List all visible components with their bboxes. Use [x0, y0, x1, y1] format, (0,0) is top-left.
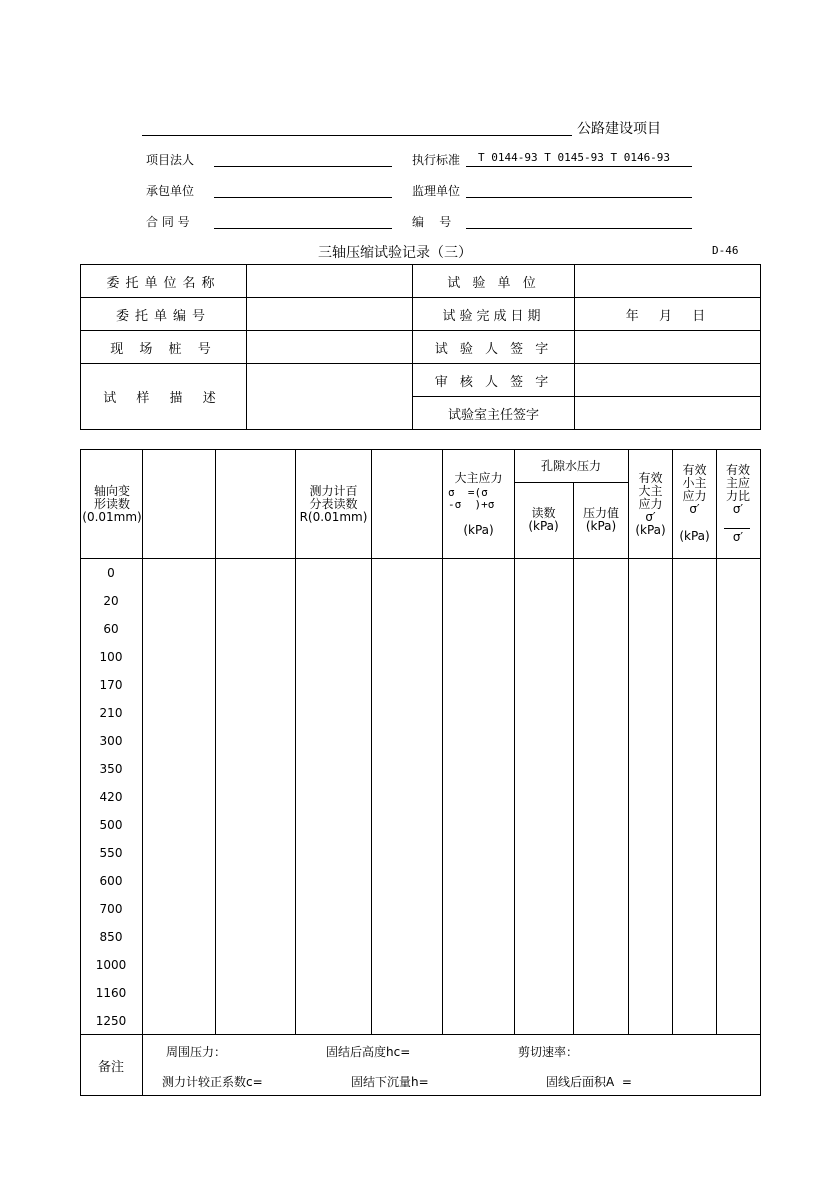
- label-standard: 执行标准: [412, 153, 461, 167]
- axial-value: 20: [103, 594, 119, 608]
- ratio-fraction-bar: [724, 528, 750, 529]
- value-director-sign[interactable]: [575, 397, 761, 430]
- header-eff-minor: 有效 小主 应力 σ′: [682, 463, 707, 516]
- header-pore-val-unit: (kPa): [585, 519, 617, 533]
- axial-value: 60: [103, 622, 119, 636]
- header-major: 大主应力: [454, 471, 503, 485]
- remarks-label: 备注: [97, 1060, 124, 1075]
- header-pore: 孔隙水压力: [540, 459, 601, 473]
- col-line: [215, 449, 216, 1035]
- remark-consolidated-height: 固结后高度hc=: [326, 1045, 411, 1059]
- label-test-unit: 试 验 单 位: [413, 265, 575, 298]
- label-sample-desc: 试 样 描 述: [81, 364, 247, 430]
- page-title: 三轴压缩试验记录（三）: [318, 245, 472, 261]
- axial-value: 1000: [95, 958, 127, 972]
- header-major-unit: (kPa): [463, 523, 494, 537]
- field-project-owner[interactable]: [214, 166, 392, 167]
- project-suffix: 公路建设项目: [577, 121, 661, 137]
- header-dial: 测力计百 分表读数 R(0.01mm): [299, 484, 368, 524]
- value-tester-sign[interactable]: [575, 331, 761, 364]
- label-tester-sign: 试 验 人 签 字: [413, 331, 575, 364]
- axial-value: 1250: [95, 1014, 127, 1028]
- label-station: 现 场 桩 号: [81, 331, 247, 364]
- remarks-divider: [80, 1034, 760, 1035]
- col-line: [295, 449, 296, 1035]
- pore-subheader-line: [514, 482, 628, 483]
- label-serial: 编 号: [412, 215, 452, 229]
- label-director-sign: 试验室主任签字: [413, 397, 575, 430]
- header-pore-read: 读数: [531, 506, 556, 520]
- axial-value: 210: [99, 706, 123, 720]
- header-major-formula2: -σ )+σ: [448, 498, 495, 511]
- header-ratio-den: σ′: [732, 530, 744, 544]
- label-supervisor: 监理单位: [412, 184, 461, 198]
- value-standard: T 0144-93 T 0145-93 T 0146-93: [478, 151, 671, 164]
- info-table: [80, 264, 761, 430]
- axial-value: 600: [99, 874, 123, 888]
- axial-value: 1160: [95, 986, 127, 1000]
- value-order-no[interactable]: [247, 298, 413, 331]
- header-major-formula1: σ =(σ: [448, 486, 488, 499]
- axial-value: 170: [99, 678, 123, 692]
- field-contractor[interactable]: [214, 197, 392, 198]
- remark-settlement: 固结下沉量h=: [351, 1075, 429, 1089]
- header-eff-minor-unit: (kPa): [679, 529, 710, 543]
- field-supervisor[interactable]: [466, 197, 692, 198]
- header-eff-major: 有效 大主 应力 σ′ (kPa): [635, 471, 666, 537]
- col-line: [371, 449, 372, 1035]
- axial-value: 0: [107, 566, 115, 580]
- header-pore-val: 压力值: [582, 506, 619, 520]
- remark-calibration: 测力计较正系数c=: [162, 1075, 263, 1089]
- label-contractor: 承包单位: [146, 184, 195, 198]
- label-client-name: 委托单位名称: [81, 265, 247, 298]
- axial-value: 100: [99, 650, 123, 664]
- axial-value: 500: [99, 818, 123, 832]
- data-table: [80, 449, 761, 1096]
- header-pore-read-unit: (kPa): [528, 519, 559, 533]
- value-finish-date[interactable]: 年 月 日: [575, 298, 761, 331]
- header-ratio: 有效 主应 力比 σ′: [725, 463, 750, 516]
- project-name-line: [142, 135, 572, 136]
- header-axial: 轴向变 形读数 (0.01mm): [82, 484, 142, 524]
- value-sample-desc[interactable]: [247, 364, 413, 430]
- col-line: [514, 449, 515, 1035]
- label-contract-no: 合 同 号: [146, 215, 190, 229]
- axial-value: 850: [99, 930, 123, 944]
- value-reviewer-sign[interactable]: [575, 364, 761, 397]
- label-project-owner: 项目法人: [146, 153, 195, 167]
- remark-area: 固线后面积A =: [546, 1075, 632, 1089]
- label-order-no: 委托单编号: [81, 298, 247, 331]
- col-line: [142, 449, 143, 1095]
- remark-shear-rate: 剪切速率：: [518, 1045, 579, 1059]
- form-code: D-46: [712, 244, 739, 257]
- axial-value: 700: [99, 902, 123, 916]
- label-finish-date: 试验完成日期: [413, 298, 575, 331]
- remark-confining-pressure: 周围压力：: [166, 1045, 227, 1059]
- value-client-name[interactable]: [247, 265, 413, 298]
- col-line: [573, 482, 574, 1035]
- axial-value: 420: [99, 790, 123, 804]
- label-reviewer-sign: 审 核 人 签 字: [413, 364, 575, 397]
- axial-value: 550: [99, 846, 123, 860]
- axial-value: 300: [99, 734, 123, 748]
- field-contract-no[interactable]: [214, 228, 392, 229]
- value-test-unit[interactable]: [575, 265, 761, 298]
- field-standard[interactable]: [466, 166, 692, 167]
- field-serial[interactable]: [466, 228, 692, 229]
- header-divider: [80, 558, 760, 559]
- value-station[interactable]: [247, 331, 413, 364]
- axial-value: 350: [99, 762, 123, 776]
